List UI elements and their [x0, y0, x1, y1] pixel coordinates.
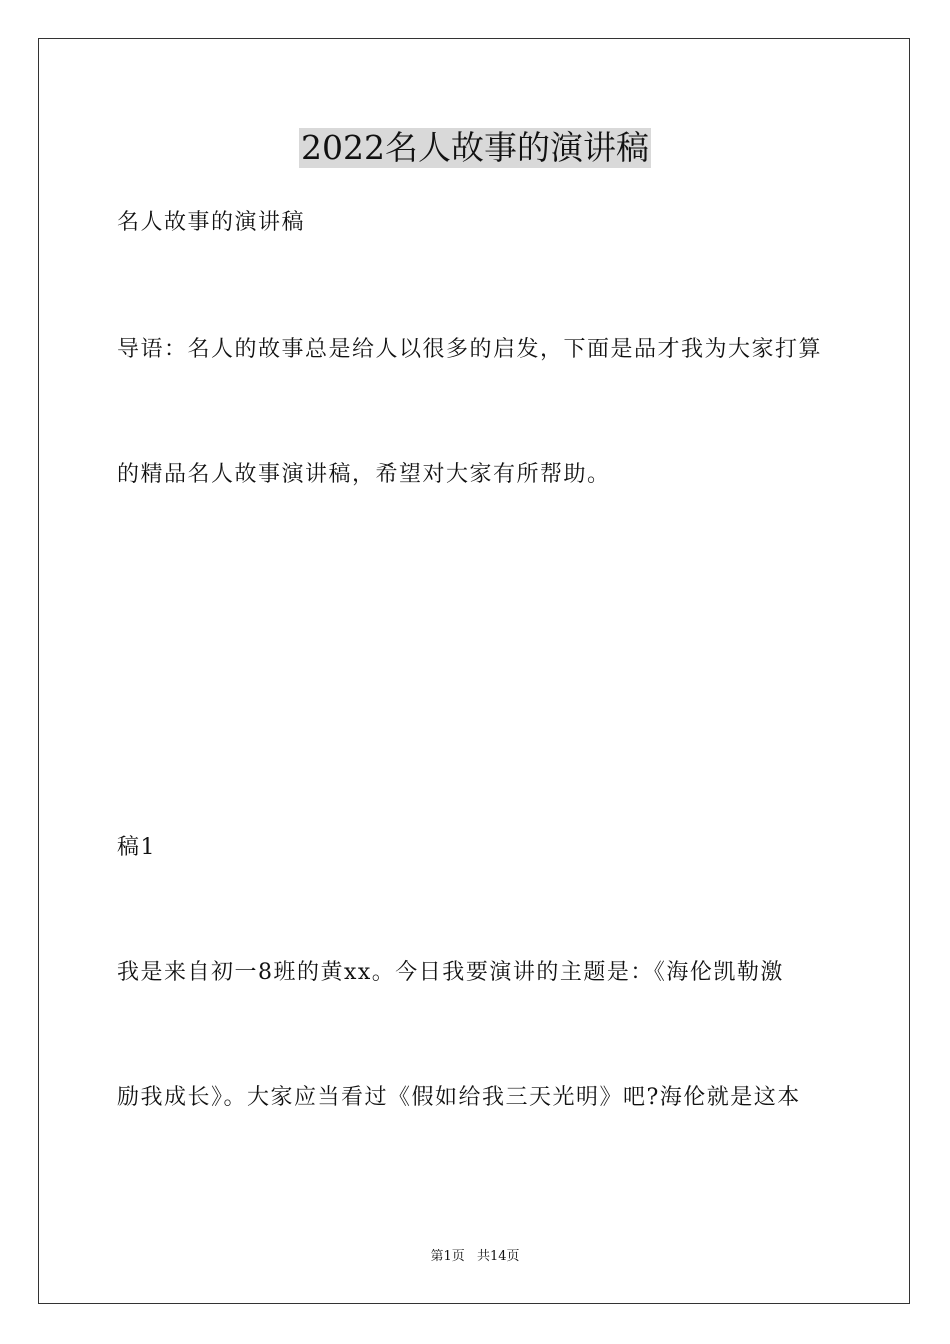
body-line: 导语：名人的故事总是给人以很多的启发，下面是品才我为大家打算 [117, 337, 823, 362]
title-container [0, 128, 950, 168]
page-number: 第1页 [430, 1249, 465, 1264]
page-footer [0, 1248, 950, 1266]
page-title: 2022名人故事的演讲稿 [301, 128, 649, 167]
body-line: 的精品名人故事演讲稿，希望对大家有所帮助。 [117, 462, 611, 487]
body-line: 我是来自初一8班的黄xx。今日我要演讲的主题是：《海伦凯勒激 [117, 960, 784, 985]
body-line: 励我成长》。大家应当看过《假如给我三天光明》吧?海伦就是这本 [117, 1085, 801, 1110]
page-total: 共14页 [476, 1249, 520, 1264]
subtitle-line: 名人故事的演讲稿 [117, 210, 306, 235]
section-heading: 稿1 [117, 835, 156, 860]
